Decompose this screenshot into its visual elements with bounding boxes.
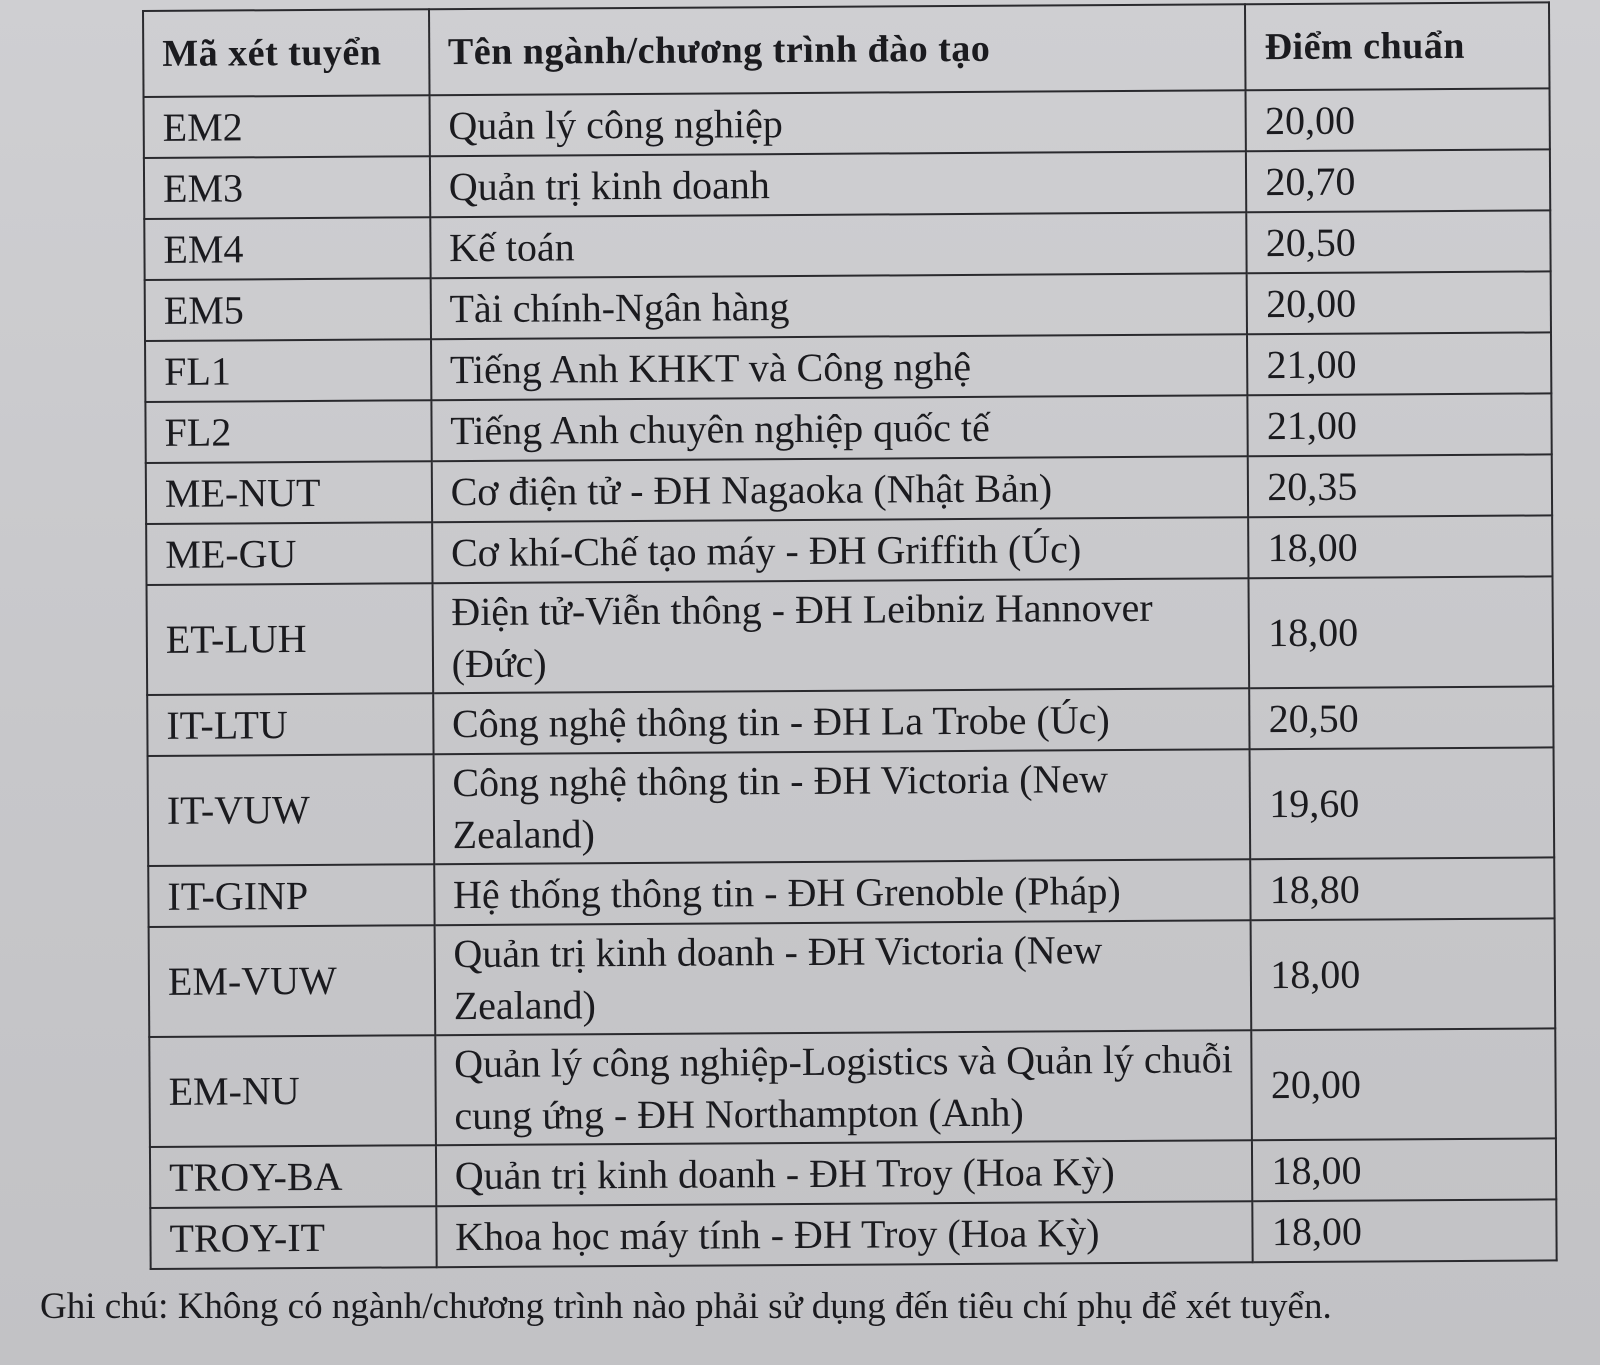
row-score: 18,00 [1249, 576, 1553, 688]
header-name: Tên ngành/chương trình đào tạo [429, 4, 1246, 95]
row-code: IT-GINP [148, 864, 434, 927]
row-code: TROY-BA [150, 1145, 436, 1208]
row-name: Quản lý công nghiệp-Logistics và Quản lý chuỗi cung ứng - ĐH Northampton (Anh) [435, 1030, 1252, 1145]
row-score: 18,00 [1252, 1138, 1556, 1201]
row-name: Hệ thống thông tin - ĐH Grenoble (Pháp) [434, 859, 1251, 925]
row-code: FL2 [145, 400, 431, 463]
row-score: 19,60 [1250, 747, 1554, 859]
table-row [149, 1028, 1556, 1147]
row-score: 18,00 [1251, 918, 1555, 1030]
row-code: IT-LTU [147, 693, 433, 756]
row-score: 18,80 [1251, 857, 1555, 920]
table-row [148, 747, 1555, 866]
table-row [144, 149, 1550, 219]
row-name: Kế toán [430, 212, 1247, 278]
table-row [146, 454, 1552, 524]
table-row [144, 210, 1550, 280]
row-score: 21,00 [1248, 393, 1552, 456]
row-code: EM-NU [149, 1035, 435, 1147]
row-score: 20,50 [1250, 686, 1554, 749]
table-row [145, 271, 1551, 341]
row-score: 20,00 [1246, 88, 1550, 151]
table-row [146, 515, 1552, 585]
row-code: TROY-IT [150, 1206, 436, 1269]
row-score: 18,00 [1248, 515, 1552, 578]
row-name: Khoa học máy tính - ĐH Troy (Hoa Kỳ) [436, 1201, 1253, 1267]
row-code: ET-LUH [147, 583, 433, 695]
table-row [149, 918, 1556, 1037]
row-score: 20,35 [1248, 454, 1552, 517]
row-score: 20,50 [1247, 210, 1551, 273]
row-code: EM2 [144, 95, 430, 158]
row-code: EM4 [144, 217, 430, 280]
admission-scores-table [142, 1, 1558, 1270]
row-name: Quản trị kinh doanh - ĐH Victoria (New Zealand) [434, 920, 1251, 1035]
table-row [150, 1199, 1556, 1269]
row-name: Điện tử-Viễn thông - ĐH Leibniz Hannover (Đức) [432, 578, 1249, 693]
table-header-row [143, 2, 1549, 97]
row-name: Cơ điện tử - ĐH Nagaoka (Nhật Bản) [431, 456, 1248, 522]
table-row [145, 332, 1551, 402]
header-code: Mã xét tuyển [143, 9, 429, 97]
row-code: ME-GU [146, 522, 432, 585]
row-code: IT-VUW [148, 754, 434, 866]
row-name: Quản trị kinh doanh - ĐH Troy (Hoa Kỳ) [436, 1140, 1253, 1206]
table-row [145, 393, 1551, 463]
row-score: 20,00 [1247, 271, 1551, 334]
row-score: 21,00 [1247, 332, 1551, 395]
row-code: EM5 [145, 278, 431, 341]
row-name: Quản trị kinh doanh [430, 151, 1247, 217]
row-name: Tiếng Anh KHKT và Công nghệ [431, 334, 1248, 400]
row-score: 18,00 [1253, 1199, 1557, 1262]
row-score: 20,70 [1246, 149, 1550, 212]
header-score: Điểm chuẩn [1245, 2, 1549, 90]
table-row [147, 576, 1554, 695]
row-code: EM-VUW [149, 925, 435, 1037]
row-name: Tiếng Anh chuyên nghiệp quốc tế [431, 395, 1248, 461]
row-name: Quản lý công nghiệp [429, 90, 1246, 156]
row-name: Công nghệ thông tin - ĐH Victoria (New Zealand) [433, 749, 1250, 864]
table-row [144, 88, 1550, 158]
table-row [148, 857, 1554, 927]
footnote: Ghi chú: Không có ngành/chương trình nào phải sử dụng đến tiêu chí phụ để xét tuyển. [40, 1286, 1332, 1327]
row-code: EM3 [144, 156, 430, 219]
table-row [150, 1138, 1556, 1208]
row-score: 20,00 [1252, 1028, 1556, 1140]
row-code: ME-NUT [146, 461, 432, 524]
row-code: FL1 [145, 339, 431, 402]
table-row [147, 686, 1553, 756]
row-name: Công nghệ thông tin - ĐH La Trobe (Úc) [433, 688, 1250, 754]
row-name: Tài chính-Ngân hàng [430, 273, 1247, 339]
row-name: Cơ khí-Chế tạo máy - ĐH Griffith (Úc) [432, 517, 1249, 583]
